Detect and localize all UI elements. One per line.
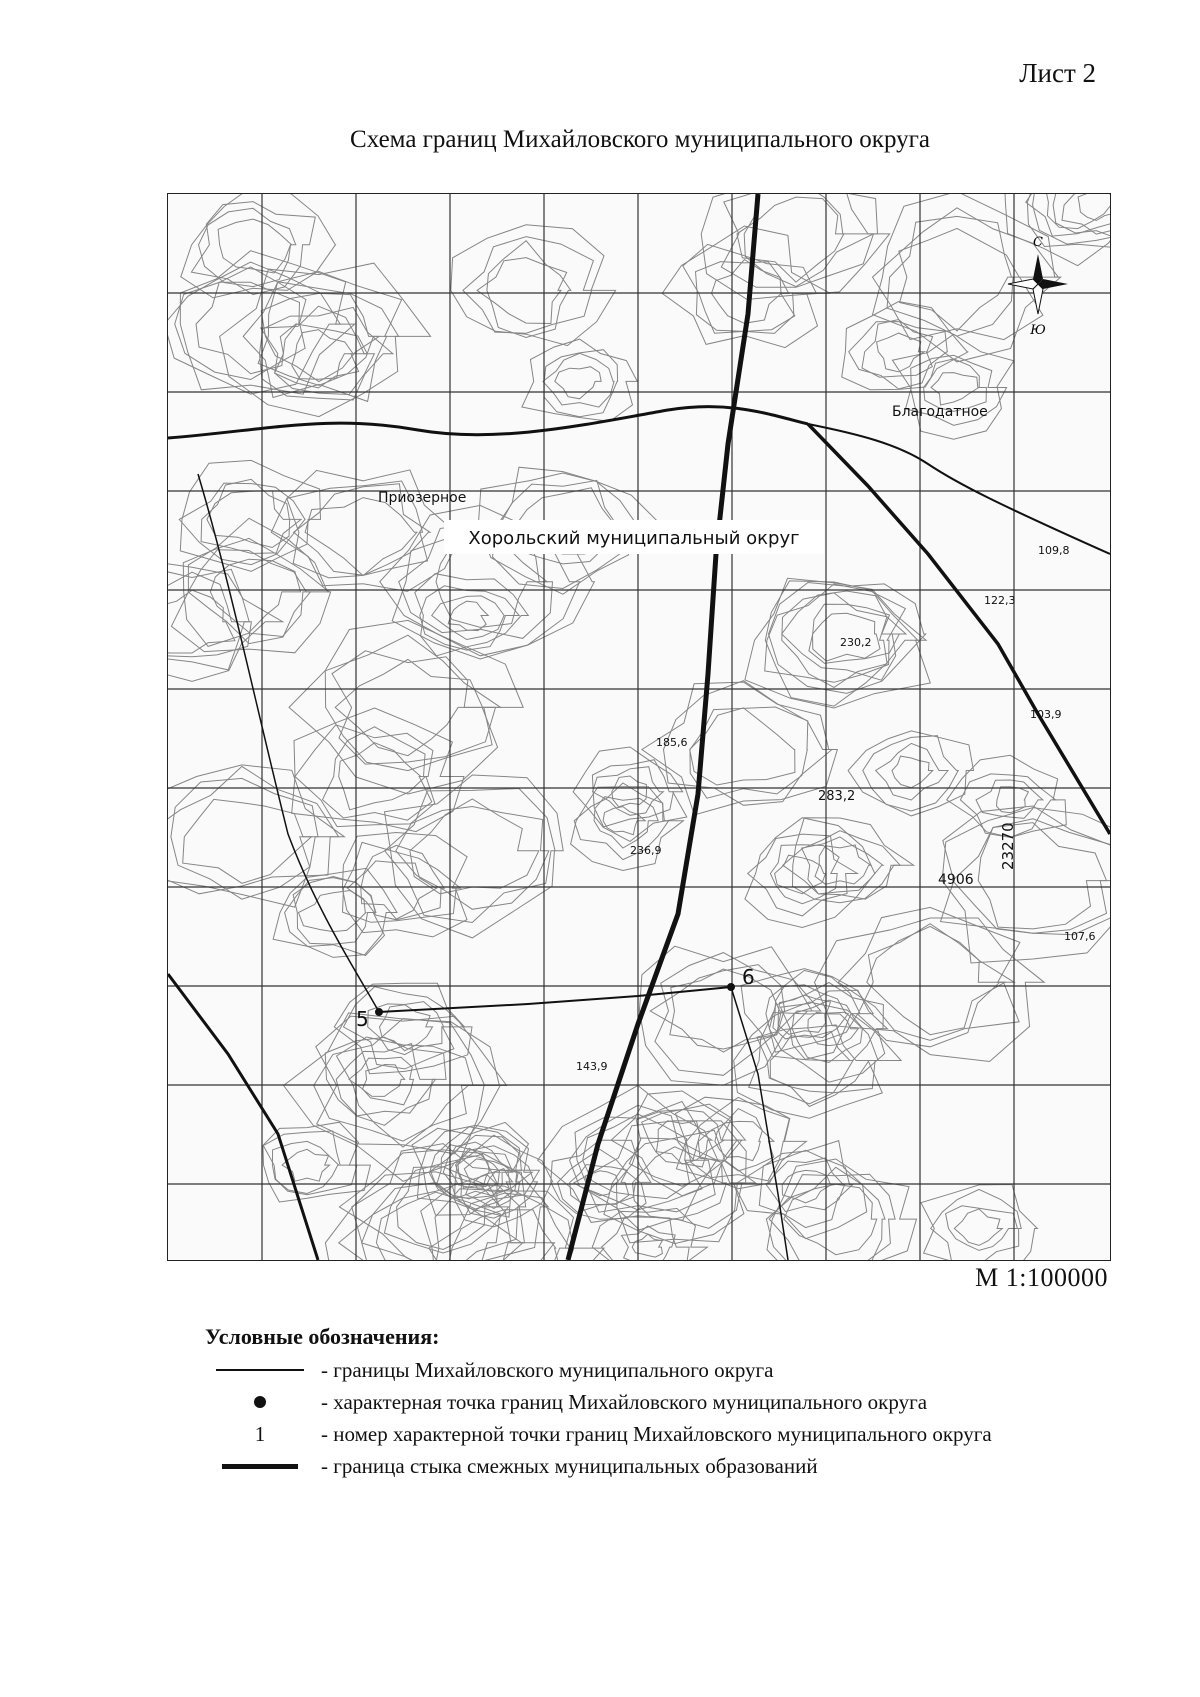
contour-line <box>978 823 1106 929</box>
roads <box>168 194 1110 1260</box>
elevation-label: 283,2 <box>818 789 856 804</box>
contour-line <box>1078 194 1110 221</box>
road-number-label: 4906 <box>938 872 974 888</box>
contour-line <box>218 219 292 273</box>
legend-item-text: - номер характерной точки границ Михайловского муниципального округа <box>321 1421 992 1446</box>
contour-line <box>448 601 488 630</box>
legend-item <box>205 1386 1165 1418</box>
contour-line <box>849 322 948 389</box>
elevation-label: 107,6 <box>1064 930 1096 943</box>
contour-line <box>612 776 647 807</box>
elevation-label: 236,9 <box>630 844 662 857</box>
contour-line <box>325 1037 446 1125</box>
legend-item-text: - характерная точка границ Михайловского муниципального округа <box>321 1389 928 1414</box>
legend-title: Условные обозначения: <box>205 1324 440 1349</box>
sheet-label: Лист 2 <box>1019 58 1096 88</box>
map-scale: М 1:100000 <box>975 1263 1108 1292</box>
legend-item-text: - границы Михайловского муниципального округа <box>321 1357 774 1382</box>
contour-lines <box>168 194 1110 1260</box>
elevation-label: 185,6 <box>656 736 688 749</box>
contour-line <box>767 1159 917 1260</box>
contour-line <box>410 799 539 894</box>
contour-line <box>655 953 812 1076</box>
road-line <box>808 424 1110 554</box>
contour-line <box>522 339 637 421</box>
topographic-map[interactable] <box>167 193 1111 1261</box>
settlement-priozernoe: Приозерное <box>378 490 467 506</box>
contour-line <box>544 350 618 417</box>
contour-line <box>749 1012 878 1104</box>
boundary-point-6 <box>727 983 735 991</box>
legend <box>205 1324 1165 1482</box>
contour-line <box>744 194 873 287</box>
contour-line <box>349 1057 414 1105</box>
railway-line <box>168 974 318 1260</box>
compass-north-label: С <box>1033 235 1043 250</box>
contour-line <box>765 584 906 682</box>
contour-line <box>701 194 889 299</box>
contour-line <box>463 237 594 334</box>
contour-line <box>168 572 251 657</box>
contour-line <box>334 983 472 1073</box>
contour-line <box>892 756 933 788</box>
highway-line <box>168 407 808 438</box>
contour-line <box>336 1044 435 1116</box>
contour-line <box>168 262 340 394</box>
elevation-label: 109,8 <box>1038 544 1070 557</box>
boundary-point-6-number: 6 <box>742 965 755 989</box>
contour-line <box>892 334 1013 439</box>
contour-line <box>175 267 306 380</box>
contour-line <box>931 373 979 405</box>
contour-line <box>555 367 601 399</box>
contour-line <box>258 282 399 386</box>
contour-line <box>181 194 336 298</box>
contour-line <box>876 743 948 800</box>
contour-line <box>899 228 1019 331</box>
contour-line <box>168 766 339 893</box>
elevation-label: 143,9 <box>576 1060 608 1073</box>
legend-item-text: - граница стыка смежных муниципальных образований <box>321 1453 818 1478</box>
map-canvas <box>168 194 1110 1260</box>
contour-line <box>275 324 368 388</box>
boundary-point-5 <box>375 1008 383 1016</box>
contour-line <box>877 333 925 372</box>
contour-line <box>292 330 353 380</box>
elevation-label: 230,2 <box>840 636 872 649</box>
contour-line <box>337 1037 474 1147</box>
elevation-label: 122,3 <box>984 594 1016 607</box>
contour-line <box>997 787 1029 813</box>
road-line <box>198 474 379 1012</box>
contour-line <box>573 747 687 841</box>
contour-line <box>343 842 461 922</box>
neighbor-municipality-label: Хорольский муниципальный округ <box>468 528 800 549</box>
contour-line <box>887 216 1013 336</box>
legend-item <box>205 1354 1165 1386</box>
contour-line <box>191 202 315 295</box>
contour-line <box>770 845 839 904</box>
thick-junction-line-icon <box>222 1464 298 1469</box>
contour-line <box>477 258 567 324</box>
district-boundary-line <box>379 987 731 1012</box>
road-number-label: 23270 <box>999 822 1017 870</box>
contour-line <box>295 725 435 827</box>
elevation-label: 103,9 <box>1030 708 1062 721</box>
compass-south-label: Ю <box>1030 323 1046 338</box>
boundary-point-5-number: 5 <box>356 1007 369 1031</box>
document-title: Схема границ Михайловского муниципального округа <box>350 126 930 153</box>
legend-item <box>205 1418 1165 1450</box>
contour-line <box>867 926 1005 1034</box>
point-number-symbol: 1 <box>254 1421 266 1446</box>
contour-line <box>775 855 826 894</box>
contour-line <box>842 302 969 390</box>
thin-boundary-line-icon <box>216 1369 304 1371</box>
railway-line <box>808 424 1110 834</box>
settlement-blagodatnoe: Благодатное <box>892 404 988 420</box>
map-grid <box>168 194 1110 1260</box>
contour-line <box>171 778 318 899</box>
contour-line <box>362 1065 404 1097</box>
contour-line <box>1004 194 1110 266</box>
contour-line <box>602 1217 690 1260</box>
legend-item <box>205 1450 1165 1482</box>
contour-line <box>954 1209 1002 1246</box>
contour-line <box>263 1131 357 1195</box>
contour-line <box>335 659 482 755</box>
contour-line <box>690 707 808 798</box>
point-dot-icon <box>254 1396 266 1408</box>
contour-line <box>451 225 616 346</box>
